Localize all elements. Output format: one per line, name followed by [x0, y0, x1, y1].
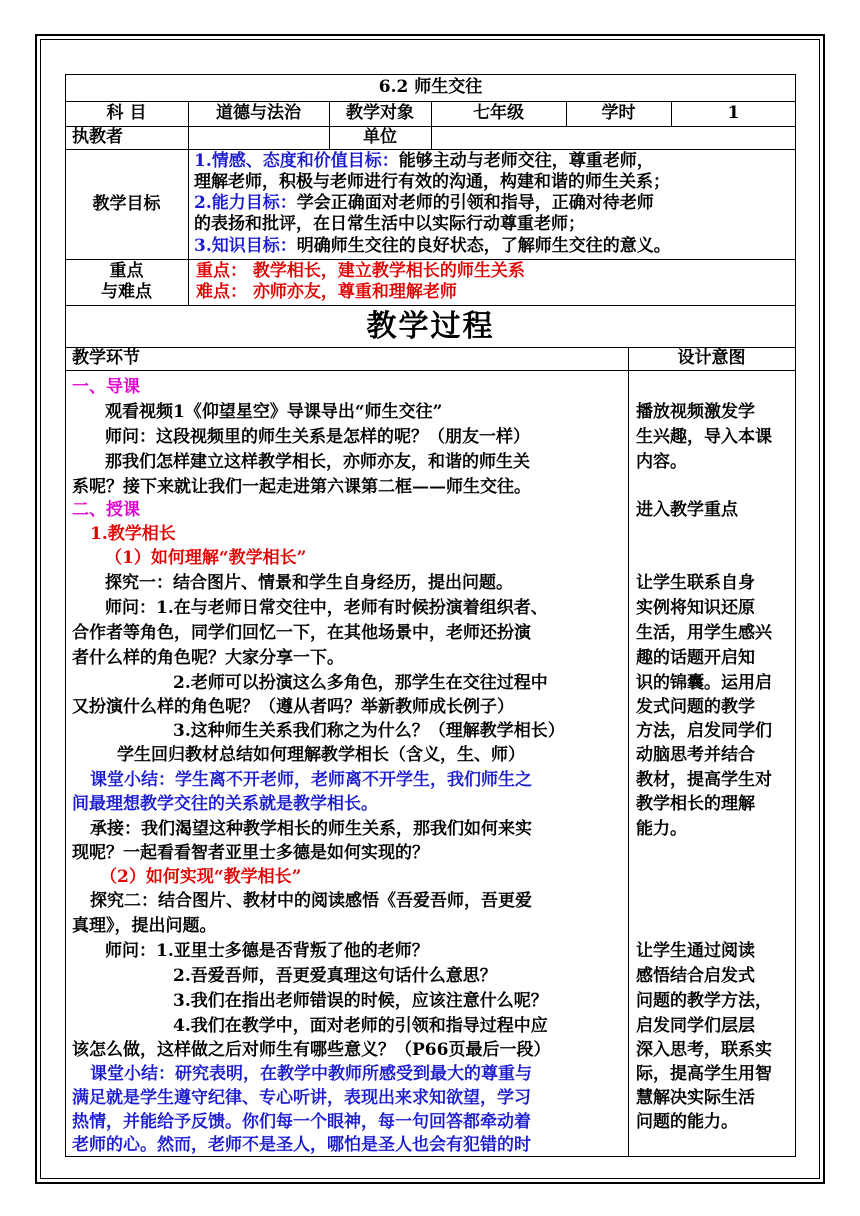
paragraph-line: 学生回归教材总结如何理解教学相长（含义，生、师） [117, 745, 525, 765]
paragraph-line: 师问：这段视频里的师生关系是怎样的呢？（朋友一样） [105, 427, 530, 447]
paragraph-line: 承接：我们渴望这种教学相长的师生关系，那我们如何来实 [90, 819, 532, 839]
paragraph-line: 又扮演什么样的角色呢？（遵从者吗？举新教师成长例子） [72, 697, 514, 717]
objective-line: 的表扬和批评，在日常生活中以实际行动尊重老师； [194, 214, 585, 234]
paragraph-line: 2.吾爱吾师，吾更爱真理这句话什么意思？ [173, 966, 497, 986]
intent-line: 感悟结合启发式 [636, 966, 755, 986]
paragraph-line: 2.老师可以扮演这么多角色，那学生在交往过程中 [173, 673, 548, 693]
paragraph-line: 者什么样的角色呢？大家分享一下。 [72, 648, 344, 668]
key-points-label: 重点 [109, 261, 144, 281]
intent-line: 问题的教学方法， [636, 991, 772, 1011]
paragraph-line: 该怎么做，这样做之后对师生有哪些意义？（P66页最后一段） [72, 1040, 551, 1060]
paragraph-line: 探究一：结合图片、情景和学生自身经历，提出问题。 [105, 573, 513, 593]
paragraph-line: 3.我们在指出老师错误的时候，应该注意什么呢？ [173, 991, 548, 1011]
hours-value: 1 [727, 103, 740, 123]
audience-value: 七年级 [473, 103, 524, 123]
table-rule [65, 305, 796, 306]
summary-line: 满足就是学生遵守纪律、专心听讲，表现出来求知欲望，学习 [72, 1088, 531, 1108]
objective-line: 2.能力目标：学会正确面对老师的引领和指导，正确对待老师 [194, 193, 654, 213]
section-heading: 一、导课 [72, 377, 140, 397]
intent-line: 播放视频激发学 [636, 402, 755, 422]
paragraph-line: 真理》，提出问题。 [72, 916, 217, 936]
summary-line: 老师的心。然而，老师不是圣人，哪怕是圣人也会有犯错的时 [72, 1135, 531, 1155]
objective-line: 3.知识目标：明确师生交往的良好状态，了解师生交往的意义。 [194, 236, 671, 256]
summary-line: 热情，并能给予反馈。你们每一个眼神，每一句回答都牵动着 [72, 1112, 531, 1132]
subsection-heading: （1）如何理解“教学相长” [105, 548, 307, 568]
objective-line: 1.情感、态度和价值目标：能够主动与老师交往，尊重老师， [194, 151, 654, 171]
intent-line: 启发同学们层层 [636, 1016, 755, 1036]
table-rule [65, 74, 66, 1156]
section-heading: 二、授课 [72, 500, 140, 520]
table-rule [65, 149, 796, 150]
subject-value: 道德与法治 [216, 103, 301, 123]
paragraph-line: 现呢？一起看看智者亚里士多德是如何实现的？ [72, 843, 429, 863]
intent-line: 际，提高学生用智 [636, 1064, 772, 1084]
intent-line: 进入教学重点 [636, 500, 738, 520]
intent-line: 让学生通过阅读 [636, 941, 755, 961]
teacher-label: 执教者 [72, 127, 123, 147]
hours-label: 学时 [601, 103, 636, 123]
intent-line: 问题的能力。 [636, 1112, 738, 1132]
intent-line: 教学相长的理解 [636, 794, 755, 814]
paragraph-line: 师问：1.在与老师日常交往中，老师有时候扮演着组织者、 [105, 598, 548, 618]
table-rule [65, 74, 796, 75]
intent-line: 内容。 [636, 452, 687, 472]
paragraph-line: 3.这种师生关系我们称之为什么？（理解教学相长） [173, 721, 565, 741]
paragraph-line: 师问：1.亚里士多德是否背叛了他的老师？ [105, 941, 429, 961]
table-rule [65, 1156, 796, 1157]
column-header-steps: 教学环节 [72, 348, 140, 368]
summary-line: 课堂小结：学生离不开老师，老师离不开学生，我们师生之 [90, 770, 532, 790]
intent-line: 生活，用学生感兴 [636, 623, 772, 643]
table-rule [628, 347, 629, 1156]
intent-line: 方法，启发同学们 [636, 721, 772, 741]
lesson-title: 6.2 师生交往 [378, 77, 483, 97]
audience-label: 教学对象 [346, 103, 414, 123]
unit-label: 单位 [363, 127, 397, 147]
intent-line: 生兴趣，导入本课 [636, 427, 772, 447]
subsection-heading: （2）如何实现“教学相长” [100, 867, 302, 887]
objectives-label: 教学目标 [92, 194, 161, 214]
key-points-label: 与难点 [101, 282, 152, 302]
column-header-intent: 设计意图 [677, 348, 746, 368]
summary-line: 间最理想教学交往的关系就是教学相长。 [72, 794, 378, 814]
table-rule [188, 101, 189, 305]
paragraph-line: 探究二：结合图片、教材中的阅读感悟《吾爱吾师，吾更爱 [90, 891, 532, 911]
intent-line: 深入思考，联系实 [636, 1040, 772, 1060]
table-rule [795, 74, 796, 1156]
subsection-heading: 1.教学相长 [90, 524, 176, 544]
intent-line: 让学生联系自身 [636, 573, 755, 593]
intent-line: 趣的话题开启知 [636, 648, 755, 668]
subject-label: 科 目 [106, 103, 147, 123]
intent-line: 识的锦囊。运用启 [636, 673, 772, 693]
intent-line: 能力。 [636, 819, 687, 839]
table-rule [65, 370, 796, 371]
paragraph-line: 4.我们在教学中，面对老师的引领和指导过程中应 [173, 1016, 548, 1036]
intent-line: 实例将知识还原 [636, 598, 755, 618]
paragraph-line: 观看视频1《仰望星空》导课导出“师生交往” [105, 402, 443, 422]
paragraph-line: 系呢？接下来就让我们一起走进第六课第二框——师生交往。 [72, 477, 531, 497]
intent-line: 教材，提高学生对 [636, 770, 772, 790]
objective-line: 理解老师，积极与老师进行有效的沟通，构建和谐的师生关系； [194, 172, 670, 192]
intent-line: 动脑思考并结合 [636, 745, 755, 765]
key-point: 重点： 教学相长，建立教学相长的师生关系 [196, 261, 525, 281]
paragraph-line: 合作者等角色，同学们回忆一下，在其他场景中，老师还扮演 [72, 623, 531, 643]
paragraph-line: 那我们怎样建立这样教学相长，亦师亦友，和谐的师生关 [105, 452, 530, 472]
intent-line: 发式问题的教学 [636, 697, 755, 717]
table-rule [65, 259, 796, 260]
difficult-point: 难点： 亦师亦友，尊重和理解老师 [196, 282, 457, 302]
summary-line: 课堂小结：研究表明，在教学中教师所感受到最大的尊重与 [90, 1064, 532, 1084]
intent-line: 慧解决实际生活 [636, 1088, 755, 1108]
process-title: 教学过程 [366, 309, 495, 344]
